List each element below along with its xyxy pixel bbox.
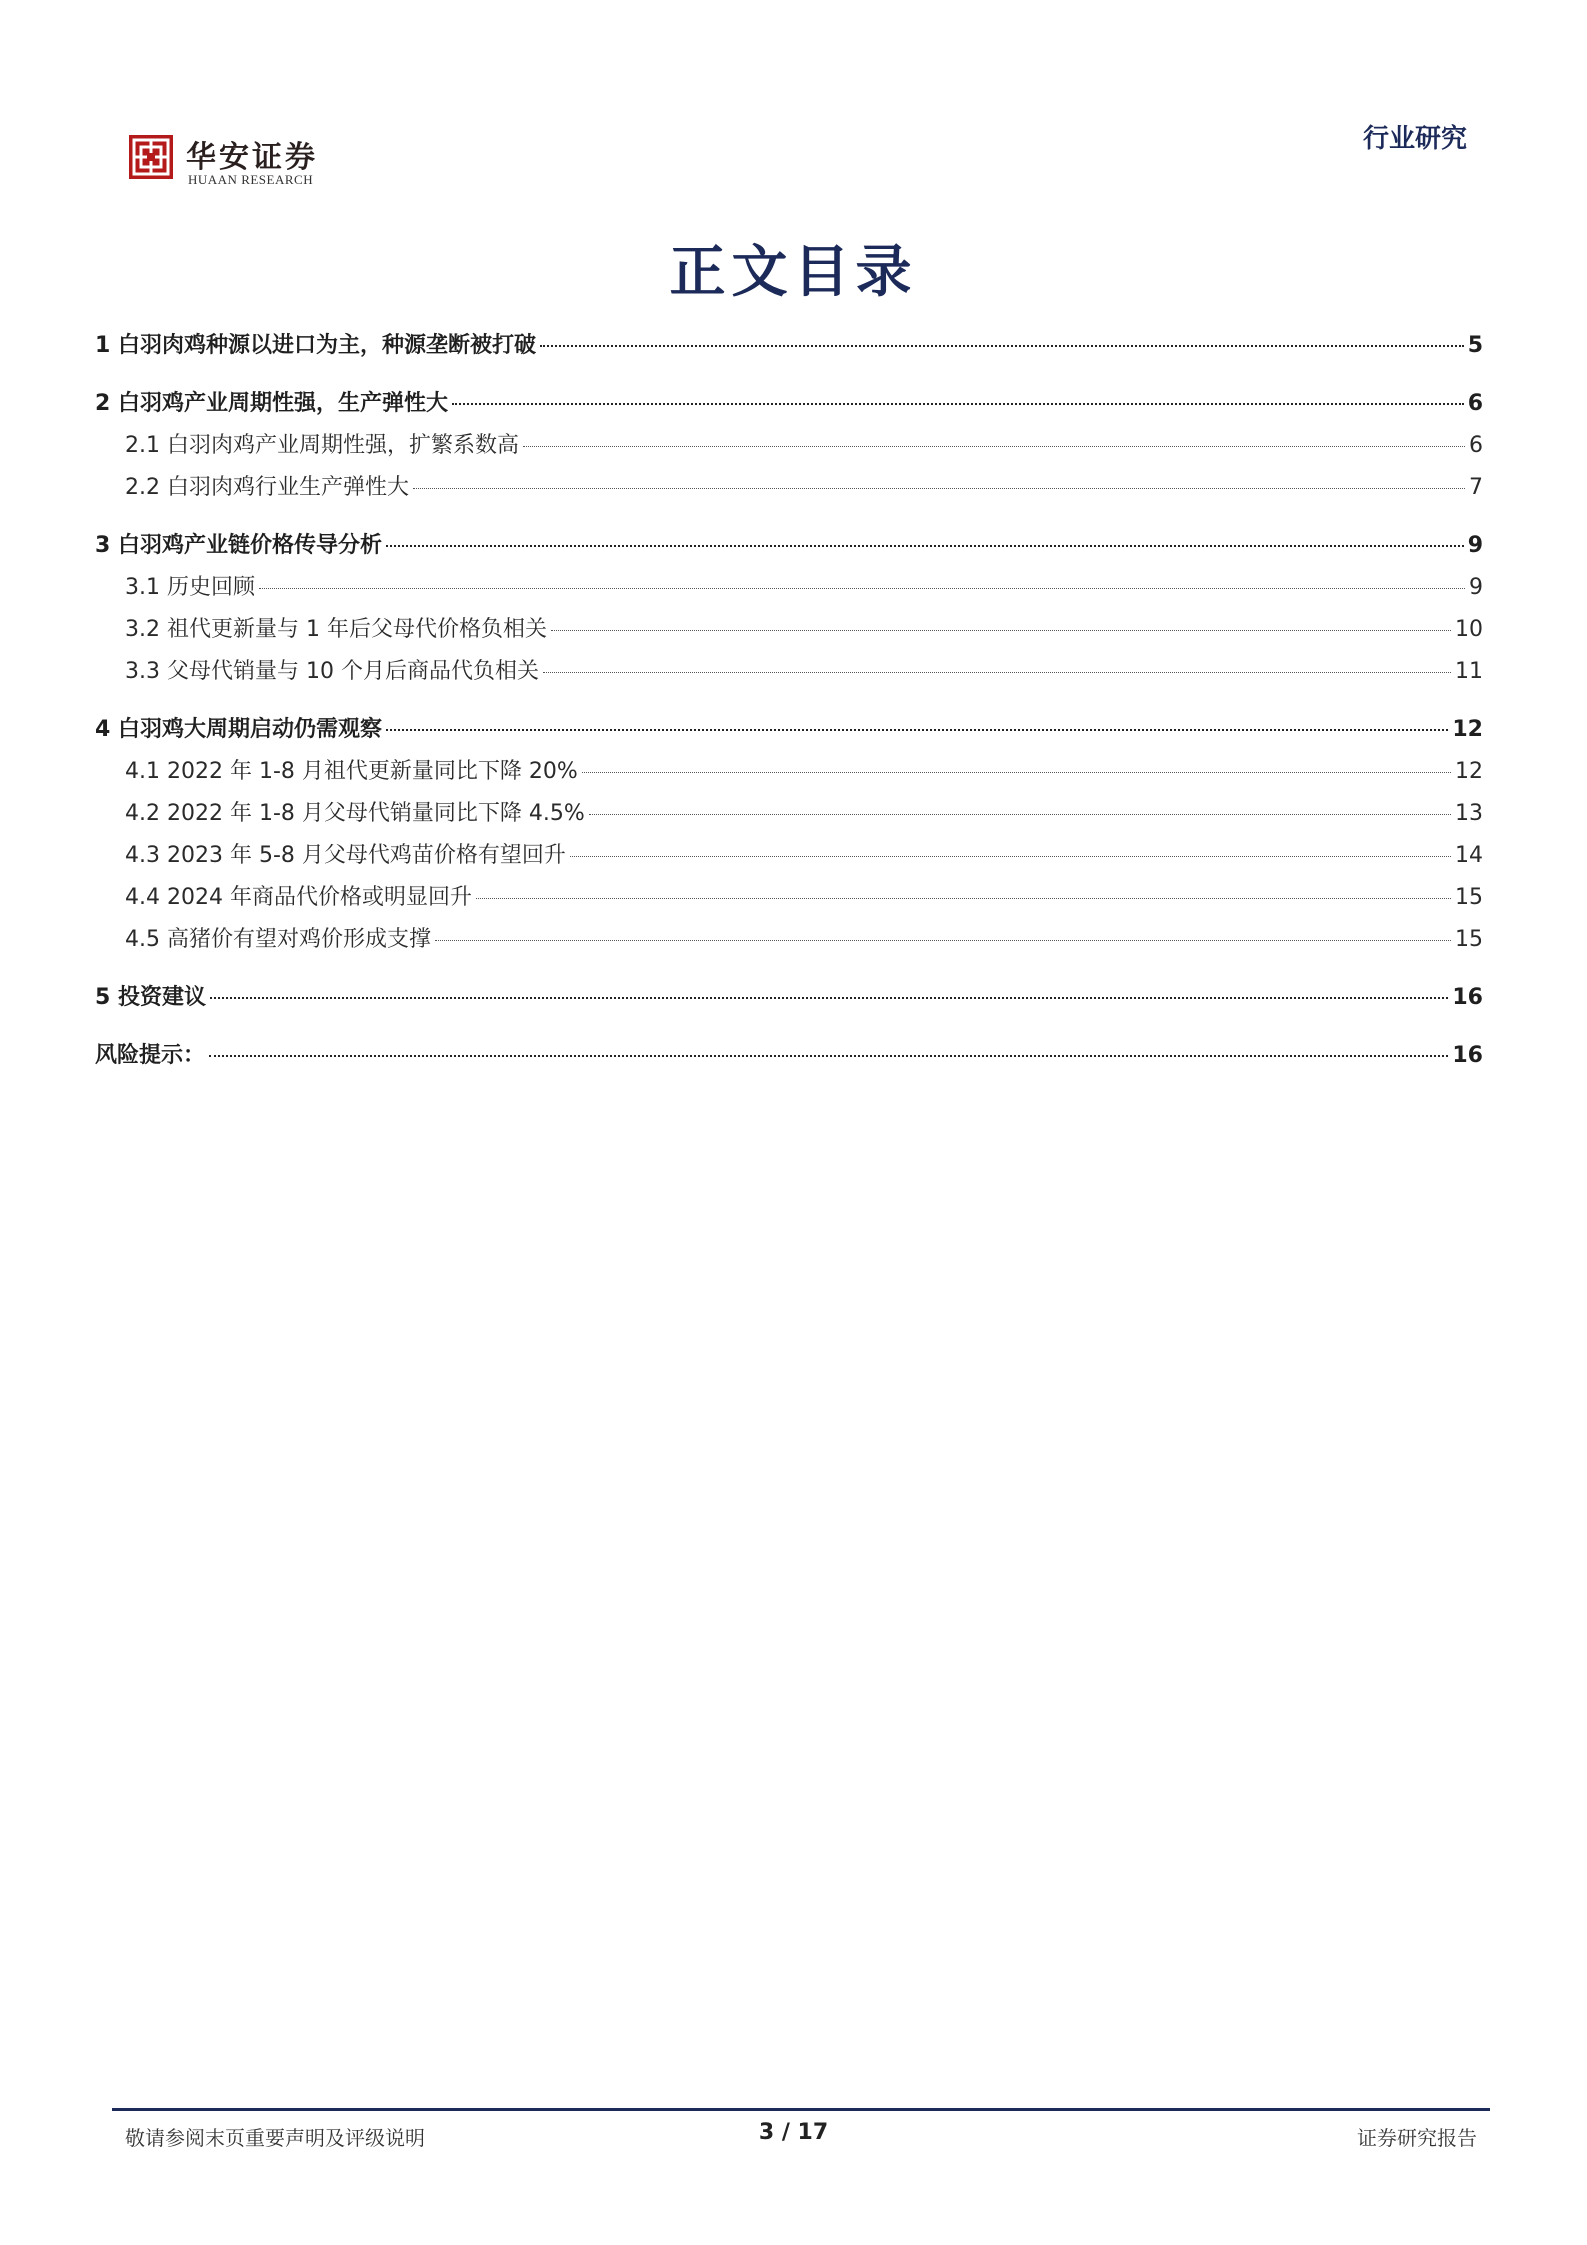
toc-entry-label: 4 白羽鸡大周期启动仍需观察 [95,717,382,742]
toc-entry-label: 4.3 2023 年 5-8 月父母代鸡苗价格有望回升 [125,843,566,868]
footer-disclaimer: 敬请参阅末页重要声明及评级说明 [125,2126,425,2150]
table-of-contents [95,328,1483,1080]
toc-entry-4[interactable] [95,712,1483,754]
company-logo [128,132,328,192]
toc-entry-label: 5 投资建议 [95,985,206,1010]
toc-entry-label: 4.4 2024 年商品代价格或明显回升 [125,885,472,910]
toc-entry-page: 6 [1467,391,1483,416]
toc-leader-dots [435,940,1451,941]
toc-entry-page: 5 [1467,333,1483,358]
toc-leader-dots [589,814,1451,815]
toc-entry-label: 3.3 父母代销量与 10 个月后商品代负相关 [125,659,539,684]
toc-entry-page: 15 [1455,927,1483,952]
toc-entry-page: 6 [1469,433,1483,458]
toc-leader-dots [209,1055,1448,1057]
toc-entry-page: 13 [1455,801,1483,826]
toc-entry-2-1[interactable] [95,428,1483,470]
toc-entry-label: 3.1 历史回顾 [125,575,255,600]
toc-leader-dots [413,488,1465,489]
footer-divider [112,2108,1490,2111]
toc-entry-page: 7 [1469,475,1483,500]
toc-entry-page: 9 [1469,575,1483,600]
toc-entry-page: 16 [1452,1043,1483,1068]
toc-leader-dots [582,772,1451,773]
toc-entry-page: 12 [1455,759,1483,784]
toc-leader-dots [452,403,1464,405]
toc-entry-label: 风险提示： [95,1043,206,1068]
toc-entry-label: 4.5 高猪价有望对鸡价形成支撑 [125,927,431,952]
toc-entry-label: 3 白羽鸡产业链价格传导分析 [95,533,382,558]
footer-doc-type: 证券研究报告 [1357,2126,1477,2150]
toc-entry-3[interactable] [95,528,1483,570]
toc-entry-label: 4.1 2022 年 1-8 月祖代更新量同比下降 20% [125,759,578,784]
toc-entry-label: 2.2 白羽肉鸡行业生产弹性大 [125,475,409,500]
toc-entry-label: 2 白羽鸡产业周期性强，生产弹性大 [95,391,448,416]
toc-entry-page: 9 [1467,533,1483,558]
toc-leader-dots [476,898,1451,899]
toc-entry-3-1[interactable] [95,570,1483,612]
toc-leader-dots [543,672,1451,673]
toc-entry-2-2[interactable] [95,470,1483,512]
toc-entry-3-2[interactable] [95,612,1483,654]
toc-entry-3-3[interactable] [95,654,1483,696]
toc-entry-label: 3.2 祖代更新量与 1 年后父母代价格负相关 [125,617,547,642]
toc-entry-label: 1 白羽肉鸡种源以进口为主，种源垄断被打破 [95,333,536,358]
toc-leader-dots [523,446,1465,447]
toc-entry-page: 14 [1455,843,1483,868]
toc-leader-dots [570,856,1451,857]
toc-entry-page: 15 [1455,885,1483,910]
toc-leader-dots [210,997,1448,999]
toc-leader-dots [551,630,1451,631]
toc-entry-2[interactable] [95,386,1483,428]
huaan-logo-icon [128,134,174,180]
toc-entry-4-2[interactable] [95,796,1483,838]
toc-entry-risk[interactable] [95,1038,1483,1080]
toc-leader-dots [540,345,1464,347]
toc-leader-dots [386,729,1448,731]
toc-entry-4-4[interactable] [95,880,1483,922]
report-type-label: 行业研究 [1362,124,1467,154]
toc-entry-page: 11 [1455,659,1483,684]
toc-entry-4-5[interactable] [95,922,1483,964]
logo-english-name: HUAAN RESEARCH [188,172,314,187]
toc-title: 正文目录 [669,239,918,305]
toc-entry-5[interactable] [95,980,1483,1022]
toc-entry-4-1[interactable] [95,754,1483,796]
toc-entry-label: 4.2 2022 年 1-8 月父母代销量同比下降 4.5% [125,801,585,826]
toc-entry-page: 12 [1452,717,1483,742]
toc-entry-page: 16 [1452,985,1483,1010]
toc-entry-label: 2.1 白羽肉鸡产业周期性强，扩繁系数高 [125,433,519,458]
toc-entry-1[interactable] [95,328,1483,370]
toc-entry-4-3[interactable] [95,838,1483,880]
toc-leader-dots [259,588,1465,589]
page-number: 3 / 17 [758,2120,829,2145]
page-header [0,0,1587,200]
toc-leader-dots [386,545,1464,547]
toc-entry-page: 10 [1455,617,1483,642]
logo-chinese-name: 华安证券 [186,140,318,175]
